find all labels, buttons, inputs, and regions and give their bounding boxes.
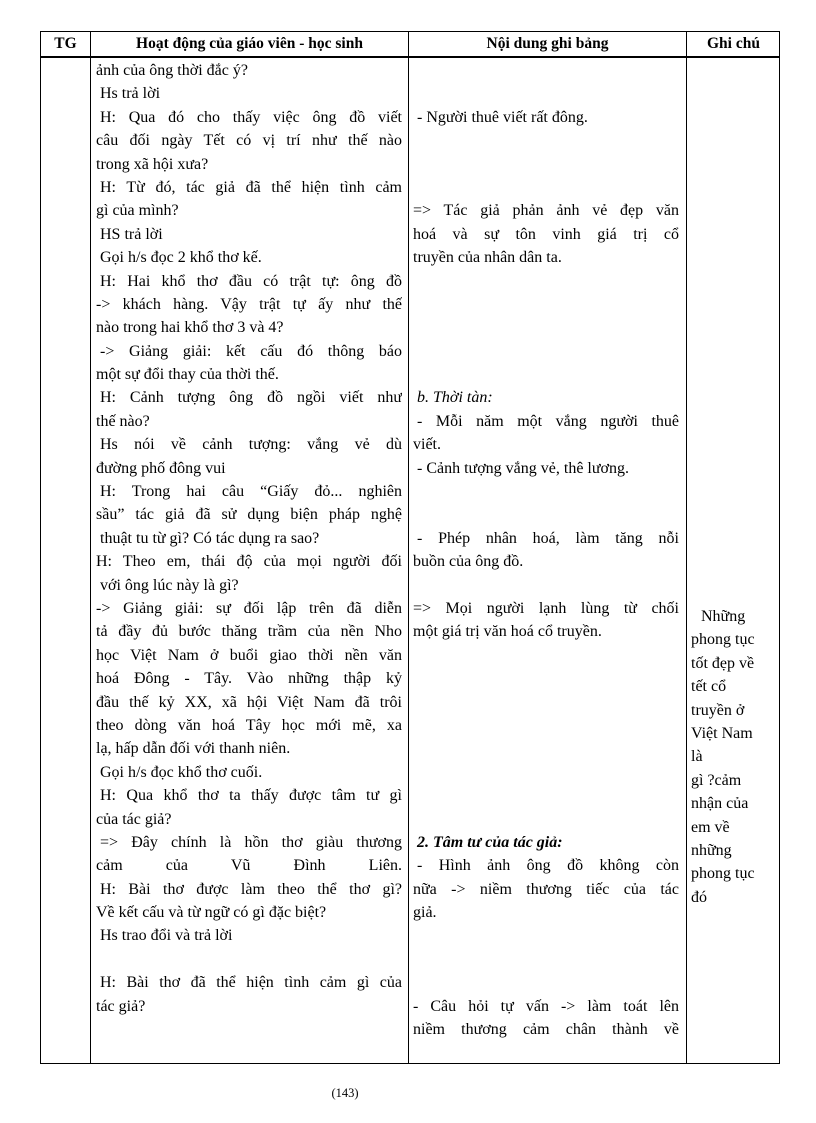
- board-line: một giá trị văn hoá cổ truyền.: [413, 623, 602, 641]
- activity-line: H: Qua khổ thơ ta thấy được tâm tư gì: [100, 787, 402, 805]
- blank-line: [413, 808, 679, 831]
- blank-line: [413, 316, 679, 339]
- blank-line: [413, 340, 679, 363]
- notes-line: phong tục: [691, 631, 755, 649]
- notes-line: là: [691, 748, 703, 766]
- notes-column: [691, 605, 771, 909]
- activity-line: => Đây chính là hồn thơ giàu thương: [100, 833, 402, 851]
- activity-column: [96, 59, 402, 1018]
- column-divider: [686, 32, 687, 1063]
- blank-line: [413, 971, 679, 994]
- blank-line: [413, 270, 679, 293]
- activity-line: câu đối ngày Tết có vị trí như thế nào: [96, 132, 402, 150]
- blank-line: [413, 503, 679, 526]
- page-number: (143): [331, 1086, 359, 1100]
- board-line: viết.: [413, 436, 441, 454]
- board-line: niềm thương cảm chân thành về: [413, 1021, 679, 1039]
- activity-line: thuật tu từ gì? Có tác dụng ra sao?: [100, 529, 320, 547]
- blank-line: [413, 761, 679, 784]
- activity-line: HS trả lời: [100, 225, 163, 243]
- blank-line: [413, 59, 679, 82]
- blank-line: [413, 363, 679, 386]
- activity-line: Hs nói về cảnh tượng: vắng vẻ dù: [100, 436, 402, 454]
- board-column: [413, 59, 679, 1041]
- activity-line: một sự đổi thay của thời thế.: [96, 366, 279, 384]
- notes-line: tốt đẹp về: [691, 654, 755, 672]
- board-line: - Phép nhân hoá, làm tăng nỗi: [417, 529, 679, 547]
- activity-line: học Việt Nam ở buổi giao thời nền văn: [96, 646, 402, 664]
- blank-line: [413, 691, 679, 714]
- board-line: truyền của nhân dân ta.: [413, 249, 562, 267]
- notes-line: những: [691, 841, 732, 859]
- notes-line: nhận của: [691, 795, 749, 813]
- activity-line: đường phố đông vui: [96, 459, 226, 477]
- activity-line: gì của mình?: [96, 202, 179, 220]
- activity-line: Hs trả lời: [100, 85, 161, 103]
- notes-line: gì ?cảm: [691, 771, 742, 789]
- activity-line: Hs trao đổi và trả lời: [100, 927, 233, 945]
- activity-line: Gọi h/s đọc khổ thơ cuối.: [100, 763, 263, 781]
- activity-line: H: Trong hai câu “Giấy đỏ... nghiên: [100, 483, 402, 501]
- lesson-table: [40, 31, 780, 1064]
- notes-line: Việt Nam: [691, 724, 753, 742]
- blank-line: [413, 667, 679, 690]
- activity-line: H: Qua đó cho thấy việc ông đồ viết: [100, 108, 402, 126]
- blank-line: [413, 737, 679, 760]
- activity-line: -> Giảng giải: sự đối lập trên đã diễn: [96, 599, 402, 617]
- board-line: - Hình ảnh ông đồ không còn: [417, 857, 679, 875]
- activity-line: -> khách hàng. Vậy trật tự ấy như thế: [96, 295, 402, 313]
- activity-line: H: Hai khổ thơ đầu có trật tự: ông đồ: [100, 272, 402, 290]
- activity-line: H: Bài thơ đã thể hiện tình cảm gì của: [100, 974, 402, 992]
- activity-line: trong xã hội xưa?: [96, 155, 209, 173]
- blank-line: [413, 480, 679, 503]
- header-activity: Hoạt động của giáo viên - học sinh: [136, 35, 363, 52]
- board-line: => Tác giả phản ảnh vẻ đẹp văn: [413, 202, 679, 220]
- activity-line: đầu thế kỷ XX, xã hội Việt Nam đã trôi: [96, 693, 402, 711]
- blank-line: [96, 948, 402, 971]
- blank-line: [413, 644, 679, 667]
- activity-line: hoá Đông - Tây. Vào những thập kỷ: [96, 670, 402, 688]
- activity-line: theo dòng văn hoá Tây học mới mẽ, xa: [96, 716, 402, 734]
- activity-line: của tác giả?: [96, 810, 172, 828]
- notes-line: Những: [701, 608, 746, 625]
- activity-line: H: Bài thơ được làm theo thể thơ gì?: [100, 880, 402, 898]
- header-tg: TG: [54, 35, 77, 52]
- activity-line: H: Cảnh tượng ông đồ ngồi viết như: [100, 389, 402, 407]
- board-line: => Mọi người lạnh lùng từ chối: [413, 599, 679, 617]
- notes-line: phong tục: [691, 865, 755, 883]
- board-line: - Cảnh tượng vắng vẻ, thê lương.: [417, 459, 630, 477]
- activity-line: nào trong hai khổ thơ 3 và 4?: [96, 319, 284, 337]
- board-line: - Mỗi năm một vắng người thuê: [417, 412, 679, 430]
- notes-line: em về: [691, 818, 730, 836]
- header-notes: Ghi chú: [707, 35, 760, 52]
- activity-line: Về kết cấu và từ ngữ có gì đặc biệt?: [96, 904, 327, 922]
- board-line: b. Thời tàn:: [417, 389, 493, 407]
- activity-line: -> Giảng giải: kết cấu đó thông báo: [100, 342, 402, 360]
- activity-line: H: Theo em, thái độ của mọi người đối: [96, 553, 402, 571]
- header-board: Nội dung ghi bảng: [486, 35, 609, 52]
- column-divider: [90, 32, 91, 1063]
- notes-line: truyền ở: [691, 701, 745, 719]
- blank-line: [413, 948, 679, 971]
- activity-line: sầu” tác giả đã sử dụng biện pháp nghệ: [96, 506, 402, 524]
- blank-line: [413, 153, 679, 176]
- activity-line: H: Từ đó, tác giả đã thể hiện tình cảm: [100, 178, 402, 196]
- activity-line: thế nào?: [96, 412, 150, 430]
- board-line: buồn của ông đồ.: [413, 553, 524, 571]
- board-line: 2. Tâm tư của tác giả:: [417, 833, 563, 851]
- blank-line: [413, 924, 679, 947]
- activity-line: tả đầy đủ bước thăng trầm của nền Nho: [96, 623, 402, 641]
- board-line: - Câu hỏi tự vấn -> làm toát lên: [413, 997, 679, 1015]
- board-line: - Người thuê viết rất đông.: [417, 108, 588, 126]
- activity-line: tác giả?: [96, 997, 146, 1015]
- blank-line: [413, 129, 679, 152]
- blank-line: [413, 574, 679, 597]
- notes-line: đó: [691, 888, 707, 906]
- activity-line: với ông lúc này là gì?: [100, 576, 239, 594]
- blank-line: [413, 293, 679, 316]
- board-line: nữa -> niềm thương tiếc của tác: [413, 880, 679, 898]
- blank-line: [413, 82, 679, 105]
- activity-line: cảm của Vũ Đình Liên.: [96, 857, 402, 875]
- board-line: giả.: [413, 904, 437, 922]
- board-line: hoá và sự tôn vinh giá trị cổ: [413, 225, 679, 243]
- notes-line: tết cổ: [691, 678, 727, 696]
- blank-line: [413, 784, 679, 807]
- activity-line: ảnh của ông thời đắc ý?: [96, 62, 248, 79]
- activity-line: lạ, hấp dẫn đối với thanh niên.: [96, 740, 291, 758]
- activity-line: Gọi h/s đọc 2 khổ thơ kế.: [100, 249, 262, 267]
- blank-line: [413, 176, 679, 199]
- blank-line: [413, 714, 679, 737]
- column-divider: [408, 32, 409, 1063]
- header-divider: [41, 56, 779, 58]
